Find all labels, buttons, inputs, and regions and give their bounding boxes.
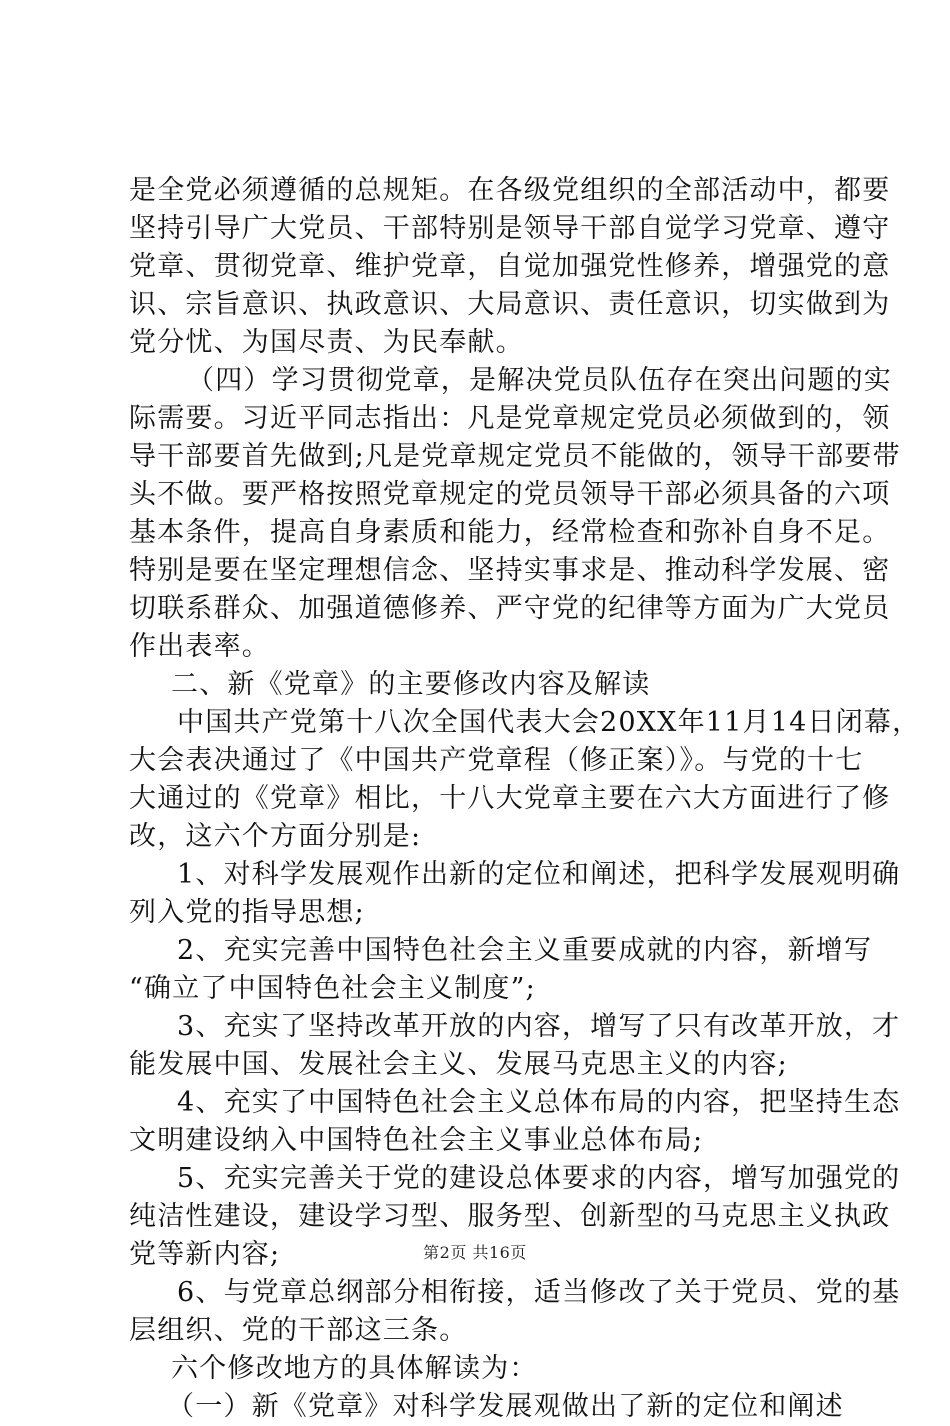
list-item-first-line: 5、充实完善关于党的建设总体要求的内容，增写加强党的	[177, 1163, 901, 1194]
text-line: 党等新内容;	[129, 1239, 281, 1270]
text-line: 作出表率。	[129, 631, 270, 662]
text-line: 党章、贯彻党章、维护党章，自觉加强党性修养，增强党的意	[129, 251, 891, 282]
text-line: 纯洁性建设，建设学习型、服务型、创新型的马克思主义执政	[129, 1201, 891, 1232]
subsection-heading: （一）新《党章》对科学发展观做出了新的定位和阐述	[167, 1391, 844, 1422]
text-line: 是全党必须遵循的总规矩。在各级党组织的全部活动中，都要	[129, 175, 891, 206]
page-number-footer: 第2页 共16页	[423, 1243, 527, 1262]
text-line: “确立了中国特色社会主义制度”;	[129, 973, 536, 1004]
text-line: 际需要。习近平同志指出：凡是党章规定党员必须做到的，领	[129, 403, 891, 434]
paragraph-first-line: 六个修改地方的具体解读为：	[171, 1353, 538, 1384]
list-item-first-line: 1、对科学发展观作出新的定位和阐述，把科学发展观明确	[177, 859, 901, 890]
paragraph-first-line: 中国共产党第十八次全国代表大会20XX年11月14日闭幕，	[177, 707, 921, 738]
text-line: 识、宗旨意识、执政意识、大局意识、责任意识，切实做到为	[129, 289, 891, 320]
document-body	[129, 172, 921, 1426]
text-line: 党分忧、为国尽责、为民奉献。	[129, 327, 524, 358]
section-heading: 二、新《党章》的主要修改内容及解读	[171, 669, 651, 700]
text-line: 导干部要首先做到;凡是党章规定党员不能做的，领导干部要带	[129, 441, 901, 472]
text-line: 基本条件，提高自身素质和能力，经常检查和弥补自身不足。	[129, 517, 891, 548]
paragraph-heading-line: （四）学习贯彻党章，是解决党员队伍存在突出问题的实	[187, 365, 892, 396]
text-line: 大会表决通过了《中国共产党章程（修正案）》。与党的十七	[129, 745, 864, 776]
text-line: 能发展中国、发展社会主义、发展马克思主义的内容;	[129, 1049, 788, 1080]
text-line: 列入党的指导思想;	[129, 897, 365, 928]
list-item-first-line: 2、充实完善中国特色社会主义重要成就的内容，新增写	[177, 935, 873, 966]
list-item-first-line: 4、充实了中国特色社会主义总体布局的内容，把坚持生态	[177, 1087, 901, 1118]
text-line: 特别是要在坚定理想信念、坚持实事求是、推动科学发展、密	[129, 555, 891, 586]
text-line: 坚持引导广大党员、干部特别是领导干部自觉学习党章、遵守	[129, 213, 891, 244]
list-item-first-line: 6、与党章总纲部分相衔接，适当修改了关于党员、党的基	[177, 1277, 901, 1308]
text-line: 文明建设纳入中国特色社会主义事业总体布局;	[129, 1125, 704, 1156]
text-line: 头不做。要严格按照党章规定的党员领导干部必须具备的六项	[129, 479, 891, 510]
text-line: 大通过的《党章》相比，十八大党章主要在六大方面进行了修	[129, 783, 891, 814]
list-item-first-line: 3、充实了坚持改革开放的内容，增写了只有改革开放，才	[177, 1011, 901, 1042]
text-line: 改，这六个方面分别是:	[129, 821, 422, 852]
text-line: 层组织、党的干部这三条。	[129, 1315, 468, 1346]
text-line: 切联系群众、加强道德修养、严守党的纪律等方面为广大党员	[129, 593, 891, 624]
